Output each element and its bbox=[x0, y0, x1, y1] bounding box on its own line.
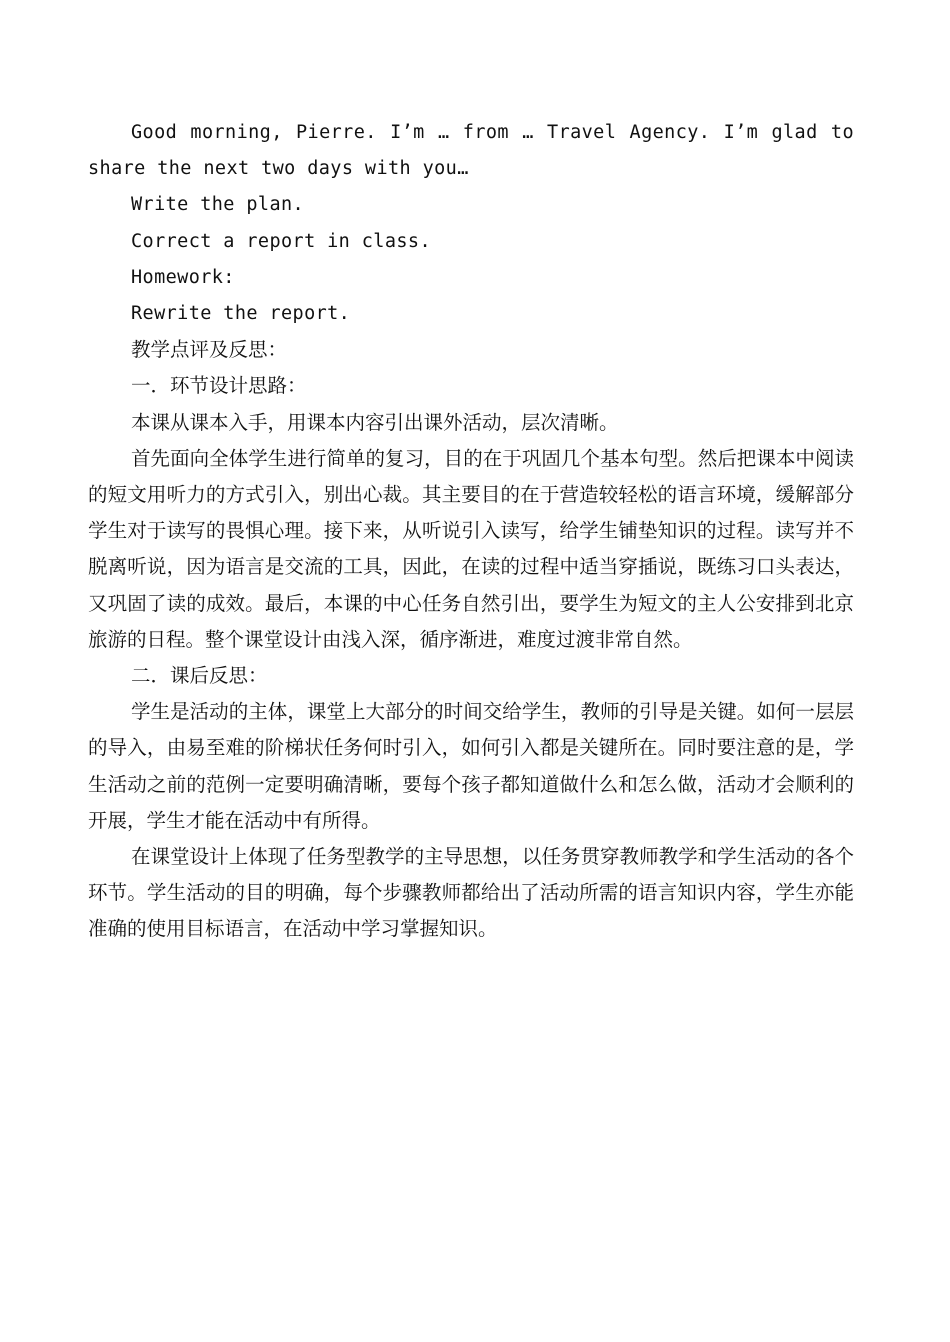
section-one-detail: 首先面向全体学生进行简单的复习，目的在于巩固几个基本句型。然后把课本中阅读的短文用听力的方式引入，别出心裁。其主要目的在于营造较轻松的语言环境，缓解部分学生对于读写的畏惧心理。接下来，从听说引入读写，给学生铺垫知识的过程。读写并不脱离听说，因为语言是交流的工具，因此，在读的过程中适当穿插说，既练习口头表达，又巩固了读的成效。最后，本课的中心任务自然引出，要学生为短文的主人公安排到北京旅游的日程。整个课堂设计由浅入深，循序渐进，难度过渡非常自然。 bbox=[88, 446, 854, 651]
task-write-plan: Write the plan. bbox=[131, 194, 305, 216]
homework-item: Rewrite the report. bbox=[131, 303, 351, 325]
review-heading: 教学点评及反思： bbox=[131, 338, 288, 362]
homework-heading: Homework: bbox=[131, 266, 235, 288]
greeting-paragraph: Good morning, Pierre. I’m … from … Travel Agency. I’m glad to share the next two days with you… bbox=[88, 122, 854, 180]
task-correct-report: Correct a report in class. bbox=[131, 230, 431, 252]
section-one-heading: 一．环节设计思路： bbox=[131, 374, 307, 398]
section-two-paragraph-2: 在课堂设计上体现了任务型教学的主导思想，以任务贯穿教师教学和学生活动的各个环节。学生活动的目的明确，每个步骤教师都给出了活动所需的语言知识内容，学生亦能准确的使用目标语言，在活动中学习掌握知识。 bbox=[88, 845, 854, 941]
section-one-summary: 本课从课本入手，用课本内容引出课外活动，层次清晰。 bbox=[131, 410, 619, 434]
document-body bbox=[88, 115, 854, 948]
section-two-heading: 二．课后反思： bbox=[131, 664, 268, 688]
section-two-paragraph-1: 学生是活动的主体，课堂上大部分的时间交给学生，教师的引导是关键。如何一层层的导入，由易至难的阶梯状任务何时引入，如何引入都是关键所在。同时要注意的是，学生活动之前的范例一定要明确清晰，要每个孩子都知道做什么和怎么做，活动才会顺利的开展，学生才能在活动中有所得。 bbox=[88, 700, 854, 832]
